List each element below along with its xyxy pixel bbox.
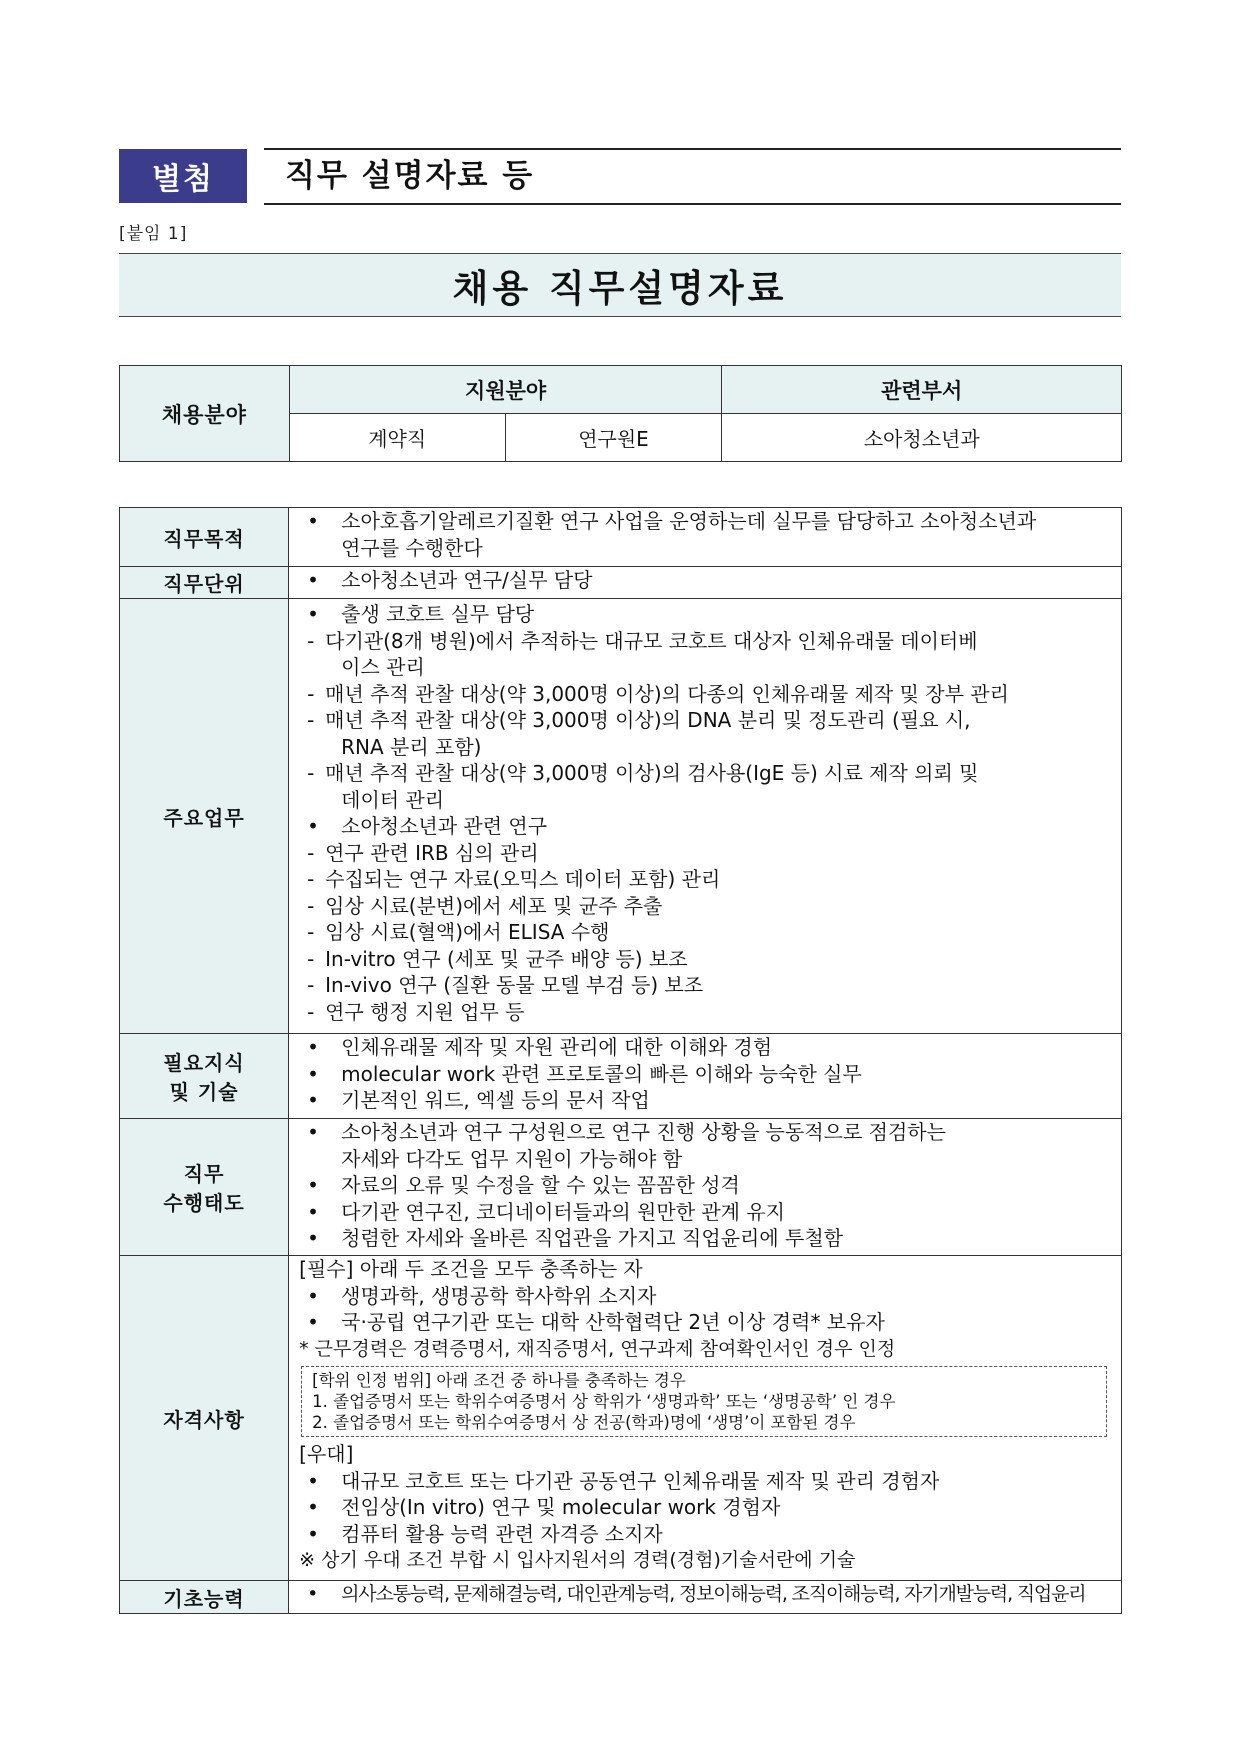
sub-item: - 다기관(8개 병원)에서 추적하는 대규모 코호트 대상자 인체유래물 데이터베 [307,628,978,653]
attitude-label: 직무 수행태도 [120,1119,289,1256]
list-item: • 인체유래물 제작 및 자원 관리에 대한 이해와 경험 [307,1035,773,1059]
unit-label: 직무단위 [120,567,289,599]
list-item-cont: 자세와 다각도 업무 지원이 가능해야 함 [341,1146,683,1171]
support-field-header: 지원분야 [289,366,722,414]
list-item: • 출생 코호트 실무 담당 [307,602,535,626]
degree-scope-box [301,1366,1107,1437]
sub-item: - 연구 행정 지원 업무 등 [307,999,525,1024]
sub-item-cont: RNA 분리 포함) [341,734,482,759]
preferred-note: ※ 상기 우대 조건 부합 시 입사지원서의 경력(경험)기술서란에 기술 [299,1549,856,1571]
row-main-duties [120,599,1122,1034]
degree-scope-heading: [학위 인정 범위] 아래 조건 중 하나를 충족하는 경우 [312,1371,686,1390]
preferred-heading: [우대] [299,1442,354,1466]
header-rule-top [264,148,1121,150]
row-basic-ability [120,1581,1122,1614]
sub-item-cont: 데이터 관리 [341,787,445,812]
job-description-table [119,507,1122,1614]
degree-scope-item: 2. 졸업증명서 또는 학위수여증명서 상 전공(학과)명에 ‘생명’이 포함된 경우 [312,1413,856,1432]
main-duties-label: 주요업무 [120,599,289,1034]
field-label: 채용분야 [120,366,290,462]
list-item: • molecular work 관련 프로토콜의 빠른 이해와 능숙한 실무 [307,1061,862,1086]
header-rule-bottom [264,203,1121,205]
sub-item: - 매년 추적 관찰 대상(약 3,000명 이상)의 검사용(IgE 등) 시료 제작 의뢰 및 [307,761,979,785]
basic-ability-label: 기초능력 [120,1581,289,1614]
list-item: • 전임상(In vitro) 연구 및 molecular work 경험자 [307,1495,781,1519]
list-item: • 국·공립 연구기관 또는 대학 산학협력단 2년 이상 경력* 보유자 [307,1310,885,1334]
qualification-label: 자격사항 [120,1256,289,1581]
employment-type: 계약직 [289,414,505,462]
list-item: • 소아청소년과 연구 구성원으로 연구 진행 상황을 능동적으로 점검하는 [307,1120,946,1144]
sub-item-cont: 이스 관리 [341,655,425,679]
recruitment-field-table [119,365,1122,462]
list-item: • 청렴한 자세와 올바른 직업관을 가지고 직업윤리에 투철함 [307,1226,843,1250]
section-title: 직무 설명자료 등 [285,158,535,194]
attachment-label: [붙임 1] [119,224,188,244]
sub-item: - In-vivo 연구 (질환 동물 모델 부검 등) 보조 [307,973,704,997]
purpose-label: 직무목적 [120,508,289,567]
row-attitude [120,1119,1122,1256]
list-item: • 대규모 코호트 또는 다기관 공동연구 인체유래물 제작 및 관리 경험자 [307,1468,940,1493]
row-unit [120,567,1122,599]
list-item: • 소아호흡기알레르기질환 연구 사업을 운영하는데 실무를 담당하고 소아청소년과 [307,509,1037,533]
row-purpose [120,508,1122,567]
sub-item: - 매년 추적 관찰 대상(약 3,000명 이상)의 DNA 분리 및 정도관리 (필요 시, [307,708,971,732]
sub-item: - In-vitro 연구 (세포 및 균주 배양 등) 보조 [307,946,688,971]
document-title: 채용 직무설명자료 [119,253,1121,317]
department-header: 관련부서 [722,366,1122,414]
list-item: • 자료의 오류 및 수정을 할 수 있는 꼼꼼한 성격 [307,1173,740,1197]
list-item: • 생명과학, 생명공학 학사학위 소지자 [307,1283,657,1308]
knowledge-label: 필요지식 및 기술 [120,1034,289,1119]
list-item: • 소아청소년과 연구/실무 담당 [307,568,593,592]
list-item: • 컴퓨터 활용 능력 관련 자격증 소지자 [307,1521,663,1546]
degree-scope-item: 1. 졸업증명서 또는 학위수여증명서 상 학위가 ‘생명과학’ 또는 ‘생명공학’ 인 경우 [312,1392,896,1411]
required-heading: [필수] 아래 두 조건을 모두 충족하는 자 [299,1257,643,1281]
sub-item: - 임상 시료(분변)에서 세포 및 균주 추출 [307,893,663,918]
position-title: 연구원E [505,414,722,462]
list-item-cont: 연구를 수행한다 [341,535,483,560]
career-note: * 근무경력은 경력증명서, 재직증명서, 연구과제 참여확인서인 경우 인정 [299,1337,896,1360]
list-item: • 다기관 연구진, 코디네이터들과의 원만한 관계 유지 [307,1199,786,1224]
list-item: • 기본적인 워드, 엑셀 등의 문서 작업 [307,1088,650,1112]
sub-item: - 임상 시료(혈액)에서 ELISA 수행 [307,920,610,944]
list-item: • 의사소통능력, 문제해결능력, 대인관계능력, 정보이해능력, 조직이해능력, 자기개발능력, 직업윤리 [307,1583,1086,1605]
sub-item: - 연구 관련 IRB 심의 관리 [307,840,539,865]
sub-item: - 수집되는 연구 자료(오믹스 데이터 포함) 관리 [307,867,721,891]
row-knowledge [120,1034,1122,1119]
sub-item: - 매년 추적 관찰 대상(약 3,000명 이상)의 다종의 인체유래물 제작 및 장부 관리 [307,681,1009,706]
row-qualification [120,1256,1122,1581]
list-item: • 소아청소년과 관련 연구 [307,814,548,838]
department-name: 소아청소년과 [722,414,1122,462]
appendix-badge: 별첨 [119,149,247,203]
